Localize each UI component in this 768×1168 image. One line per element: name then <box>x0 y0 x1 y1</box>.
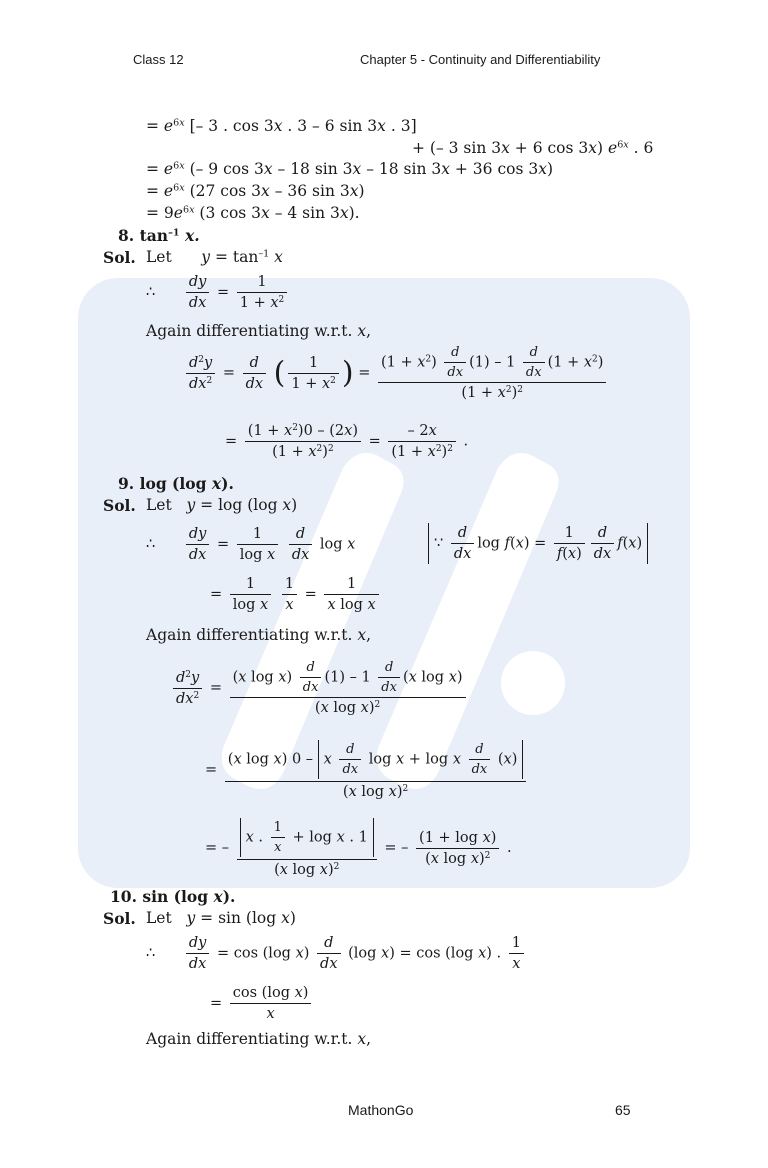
let-line: Let y = sin (log x) <box>146 909 296 927</box>
sol-label: Sol. <box>103 909 136 928</box>
p9-dydx: ∴ $\frac{dy}{dx}$ = $\frac{1}{\text{log x}}$ $\frac{d}{dx}$ log x <box>146 526 356 563</box>
again-line-2: Again differentiating w.r.t. x, <box>146 626 372 644</box>
p9-dydx-result: = $\frac{1}{\text{log x}}$ $\frac{1}{x}$ = $\frac{1}{\text{x log x}}$ <box>210 576 382 613</box>
header-chapter: Chapter 5 - Continuity and Differentiability <box>360 52 601 67</box>
problem-9-title: 9. log (log x). <box>118 474 234 493</box>
p10-dydx-result: = $\frac{\text{cos (log x)}}{x}$ <box>210 985 314 1022</box>
sol-label: Sol. <box>103 248 136 267</box>
p8-result: = $\frac{(1 + x^2)0 - (2x)}{(1 + x^2)^2}$ = $\frac{- 2x}{(1 + x^2)^2}$ . <box>225 423 469 460</box>
footer-brand: MathonGo <box>348 1102 414 1118</box>
problem-10-title: 10. sin (log x). <box>110 887 236 906</box>
let-line: Let y = log (log x) <box>146 496 298 514</box>
p8-second-derivative: $\frac{d^2y}{dx^2}$ = $\frac{d}{dx}$ ( $\frac{1}{1 + x^2}$ ) = $(1 + x^2)$ $\frac{d}{dx}$ (1) – 1 $\frac{d}{dx}$ $(1 + x^2)$ $(1 + x^2)^2$ <box>183 345 609 401</box>
p9-hint: ∵ $\frac{d}{dx}$ log f(x) = $\frac{1}{f(x)}$ $\frac{d}{dx}$ f(x) <box>428 523 648 564</box>
sol-label: Sol. <box>103 496 136 515</box>
p8-dydx: ∴ $\frac{dy}{dx}$ = $\frac{1}{1 + x^2}$ <box>146 274 290 311</box>
p9-second-derivative: $\frac{d^2y}{dx^2}$ = (x log x) $\frac{d}{dx}$ (1) – 1 $\frac{d}{dx}$ (x log x) (x log x)$^2$ <box>170 660 469 716</box>
header-class: Class 12 <box>133 52 184 67</box>
p9-result: = – x . $\frac{1}{x}$ + log x . 1 (x log x)$^2$ = – $\frac{\text{(1 + log x)}}{(x \log x)^2}$ . <box>205 820 512 878</box>
p9-step-2: = (x log x) 0 – x $\frac{d}{dx}$ log x + log x $\frac{d}{dx}$ (x) (x log x)$^2$ <box>205 740 529 800</box>
eq-line-3: = $e^{6x}$ (– 9 cos 3x – 18 sin 3x – 18 sin 3x + 36 cos 3x) <box>146 160 554 178</box>
eq-line-1: = $e^{6x}$ [– 3 . cos 3x . 3 – 6 sin 3x . 3] <box>146 117 417 135</box>
page-number: 65 <box>615 1102 631 1118</box>
eq-line-5: = $9e^{6x}$ (3 cos 3x – 4 sin 3x). <box>146 204 360 222</box>
eq-line-2: + (– 3 sin 3x + 6 cos 3x) $e^{6x}$ . 6 <box>412 139 654 157</box>
p10-dydx: ∴ $\frac{dy}{dx}$ = cos (log x) $\frac{d}{dx}$ (log x) = cos (log x) . $\frac{1}{x}$ <box>146 935 527 972</box>
eq-line-4: = $e^{6x}$ (27 cos 3x – 36 sin 3x) <box>146 182 365 200</box>
again-line-3: Again differentiating w.r.t. x, <box>146 1030 372 1048</box>
again-line-1: Again differentiating w.r.t. x, <box>146 322 372 340</box>
let-line: Let $y = \tan^{-1} x$ <box>146 248 283 266</box>
problem-8-title: 8. $\tan^{-1} x$. <box>118 226 200 245</box>
